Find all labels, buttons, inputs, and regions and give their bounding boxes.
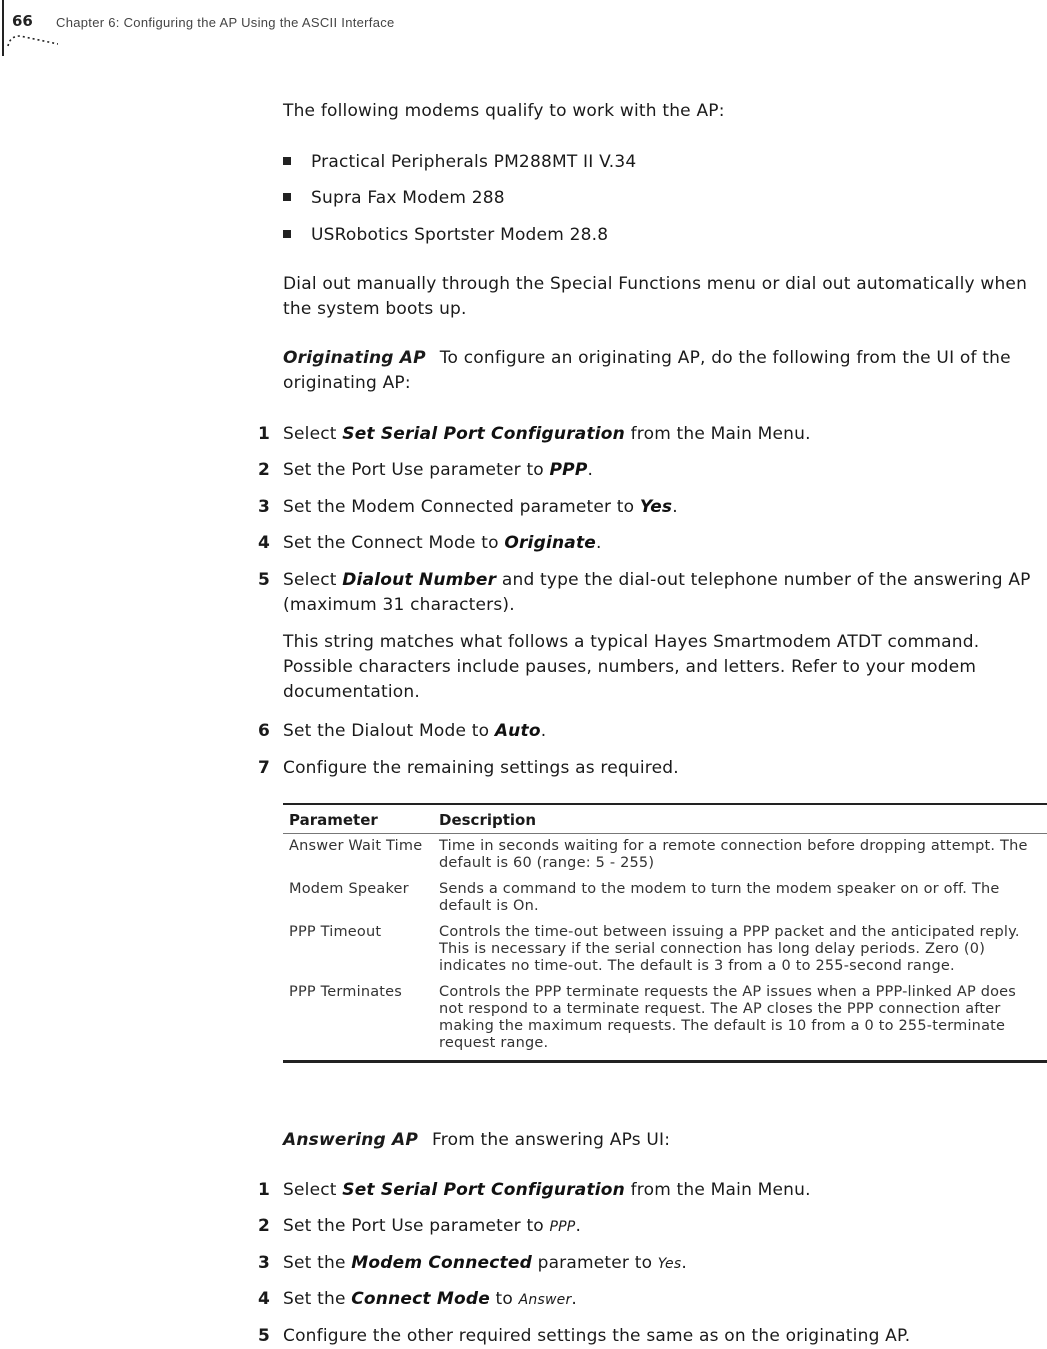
list-item: Supra Fax Modem 288 — [283, 186, 505, 211]
originating-intro: Originating AP To configure an originating AP, do the following from the UI of the originating AP: — [283, 348, 1011, 393]
table-row: Answer Wait Time Time in seconds waiting for a remote connection before dropping attempt. The default is 60 (range: 5 - 255) — [289, 838, 1028, 871]
column-header: Parameter — [289, 811, 378, 829]
table-bottom-rule — [283, 1060, 1047, 1063]
answering-intro: Answering AP From the answering APs UI: — [283, 1130, 671, 1150]
bullet-square-icon — [283, 193, 291, 201]
parameter-table — [283, 803, 1047, 1063]
list-item: Practical Peripherals PM288MT II V.34 — [283, 150, 636, 175]
table-row: PPP Terminates Controls the PPP terminate requests the AP issues when a PPP-linked AP does not respond to a terminate request. The AP closes the PPP connection after making the maximum requests. The default is 10 from a 0 to 255-terminate request range. — [289, 984, 1017, 1051]
bullet-square-icon — [283, 157, 291, 165]
intro-paragraph: The following modems qualify to work with the AP: — [283, 101, 725, 121]
step-note: This string matches what follows a typical Hayes Smartmodem ATDT command. Possible characters include pauses, numbers, and letters. Refer to your modem documentation. — [283, 632, 980, 702]
originating-heading: Originating AP — [283, 348, 426, 368]
table-row: PPP Timeout Controls the time-out between issuing a PPP packet and the anticipated reply. This is necessary if the serial connection has long delay periods. Zero (0) indicates no time-out. The default is 3 from a 0 to 255-second range. — [289, 924, 1020, 974]
corner-rule — [2, 0, 4, 56]
dotted-corner-decoration — [6, 34, 58, 48]
running-head: Chapter 6: Configuring the AP Using the ASCII Interface — [56, 15, 395, 30]
answering-heading: Answering AP — [283, 1130, 419, 1150]
table-row: Modem Speaker Sends a command to the modem to turn the modem speaker on or off. The default is On. — [289, 881, 1000, 914]
list-item: USRobotics Sportster Modem 28.8 — [283, 223, 608, 248]
table-header-row — [283, 805, 1047, 833]
page-number: 66 — [12, 12, 33, 30]
bullet-square-icon — [283, 230, 291, 238]
column-header: Description — [439, 811, 537, 829]
dial-out-paragraph: Dial out manually through the Special Functions menu or dial out automatically when the system boots up. — [283, 274, 1028, 319]
